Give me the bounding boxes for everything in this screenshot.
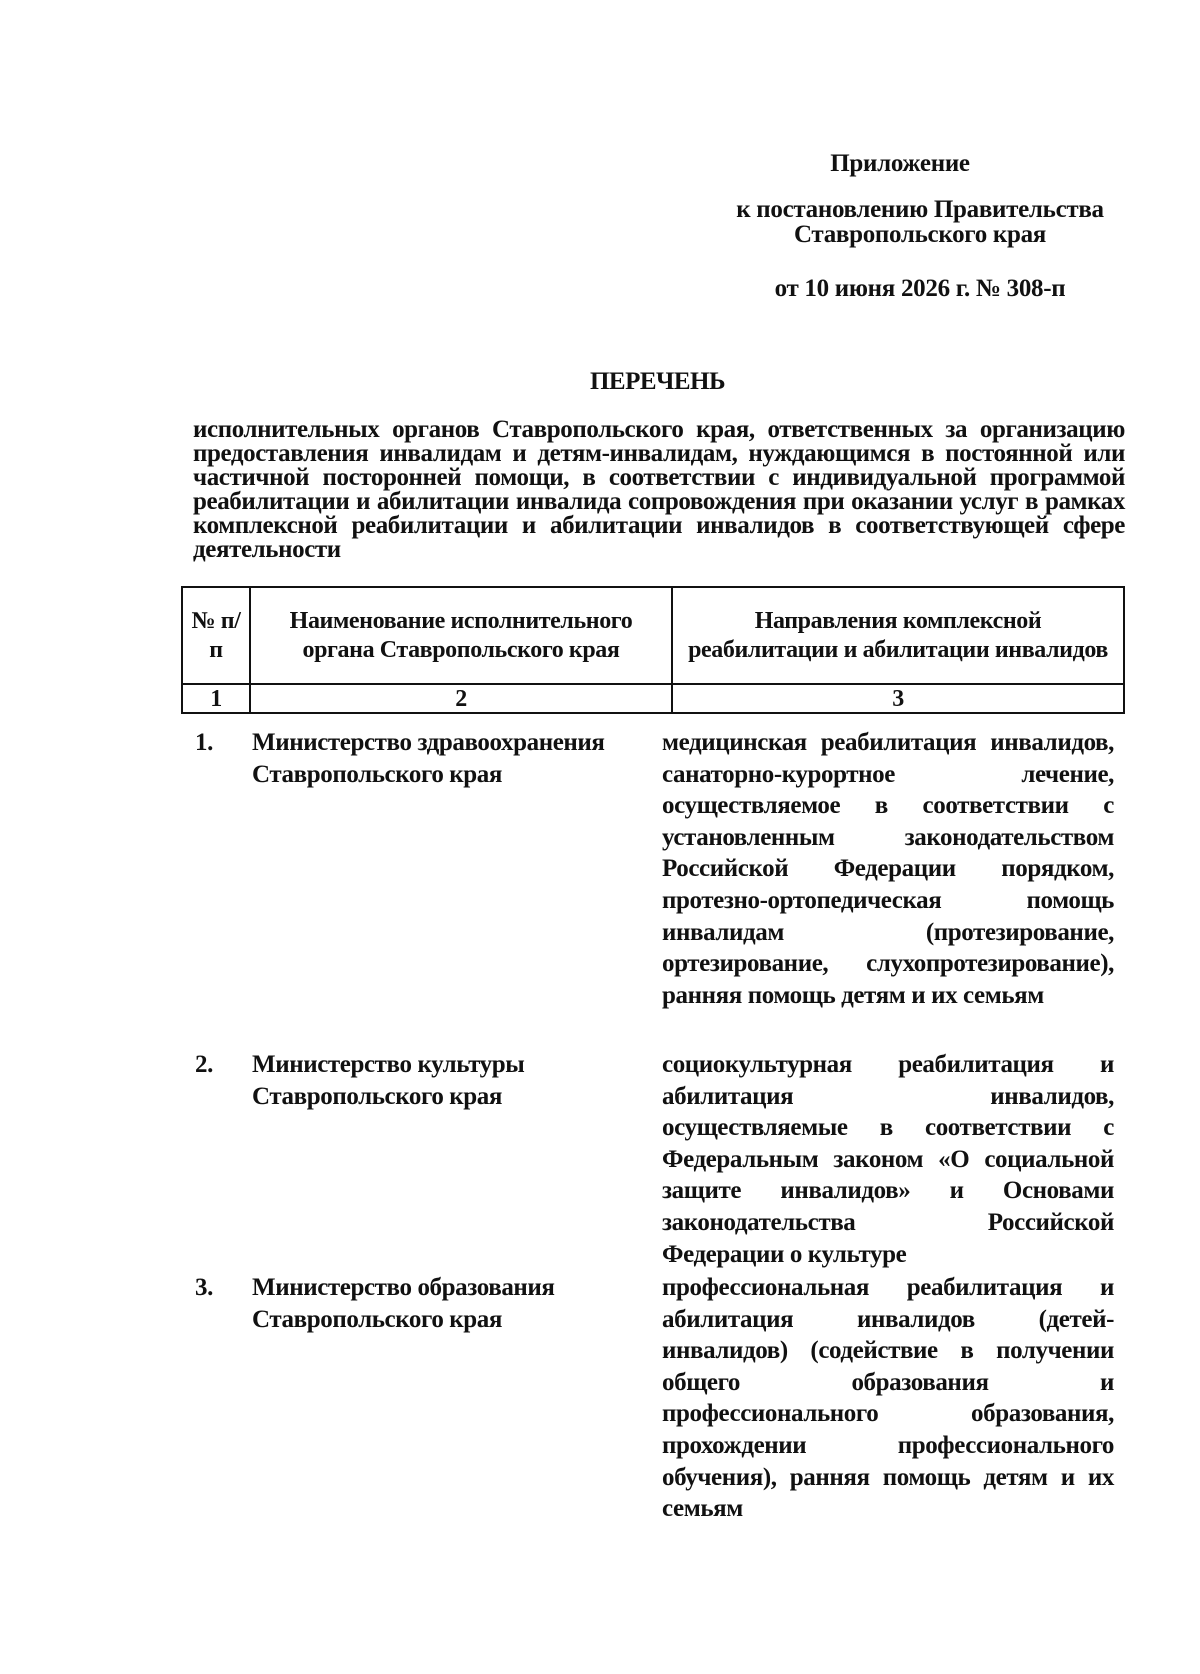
column-number-2: 2: [250, 684, 672, 713]
appendix-reference-line1: к постановлению Правительства: [736, 196, 1104, 223]
row-number: 2.: [195, 1051, 213, 1078]
document-title: ПЕРЕЧЕНЬ: [589, 368, 726, 395]
table-column-numbers-row: [182, 684, 1124, 713]
row-organ-name: Министерство здравоохранения Ставропольского края: [252, 729, 605, 788]
row-organ-name: Министерство образования Ставропольского края: [252, 1274, 555, 1333]
row-number: 1.: [195, 729, 213, 756]
row-number: 3.: [195, 1274, 213, 1301]
row-organ-name: Министерство культуры Ставропольского края: [252, 1051, 525, 1110]
header-directions: Направления комплексной реабилитации и абилитации инвалидов: [672, 587, 1124, 684]
row-directions: социокультурная реабилитация и абилитация инвалидов, осуществляемые в соответствии с Федеральным законом «О социальной защите инвалидов» и Основами законодательства Российской Федерации о культуре: [662, 1051, 1114, 1268]
document-subtitle: исполнительных органов Ставропольского края, ответственных за организацию предоставления инвалидам и детям-инвалидам, нуждающимся в постоянной или частичной посторонней помощи, в соответствии с индивидуальной программой реабилитации и абилитации инвалида сопровождения при оказании услуг в рамках комплексной реабилитации и абилитации инвалидов в соответствующей сфере деятельности: [193, 416, 1125, 563]
row-directions: медицинская реабилитация инвалидов, санаторно-курортное лечение, осуществляемое в соответствии с установленным законодательством Российской Федерации порядком, протезно-ортопедическая помощь инвалидам (протезирование, ортезирование, слухопротезирование), ранняя помощь детям и их семьям: [662, 729, 1114, 1009]
header-organ-name: Наименование исполнительного органа Ставропольского края: [250, 587, 672, 684]
appendix-reference-line2: Ставропольского края: [793, 221, 1047, 248]
column-number-1: 1: [182, 684, 250, 713]
appendix-date: от 10 июня 2026 г. № 308-п: [774, 275, 1066, 302]
appendix-title: Приложение: [830, 150, 970, 177]
row-directions: профессиональная реабилитация и абилитация инвалидов (детей-инвалидов) (содействие в получении общего образования и профессионального образования, прохождении профессионального обучения), ранняя помощь детям и их семьям: [662, 1274, 1114, 1523]
column-number-3: 3: [672, 684, 1124, 713]
table-header-row: [182, 587, 1124, 684]
header-number: № п/п: [182, 587, 250, 684]
table-header: [181, 586, 1125, 714]
